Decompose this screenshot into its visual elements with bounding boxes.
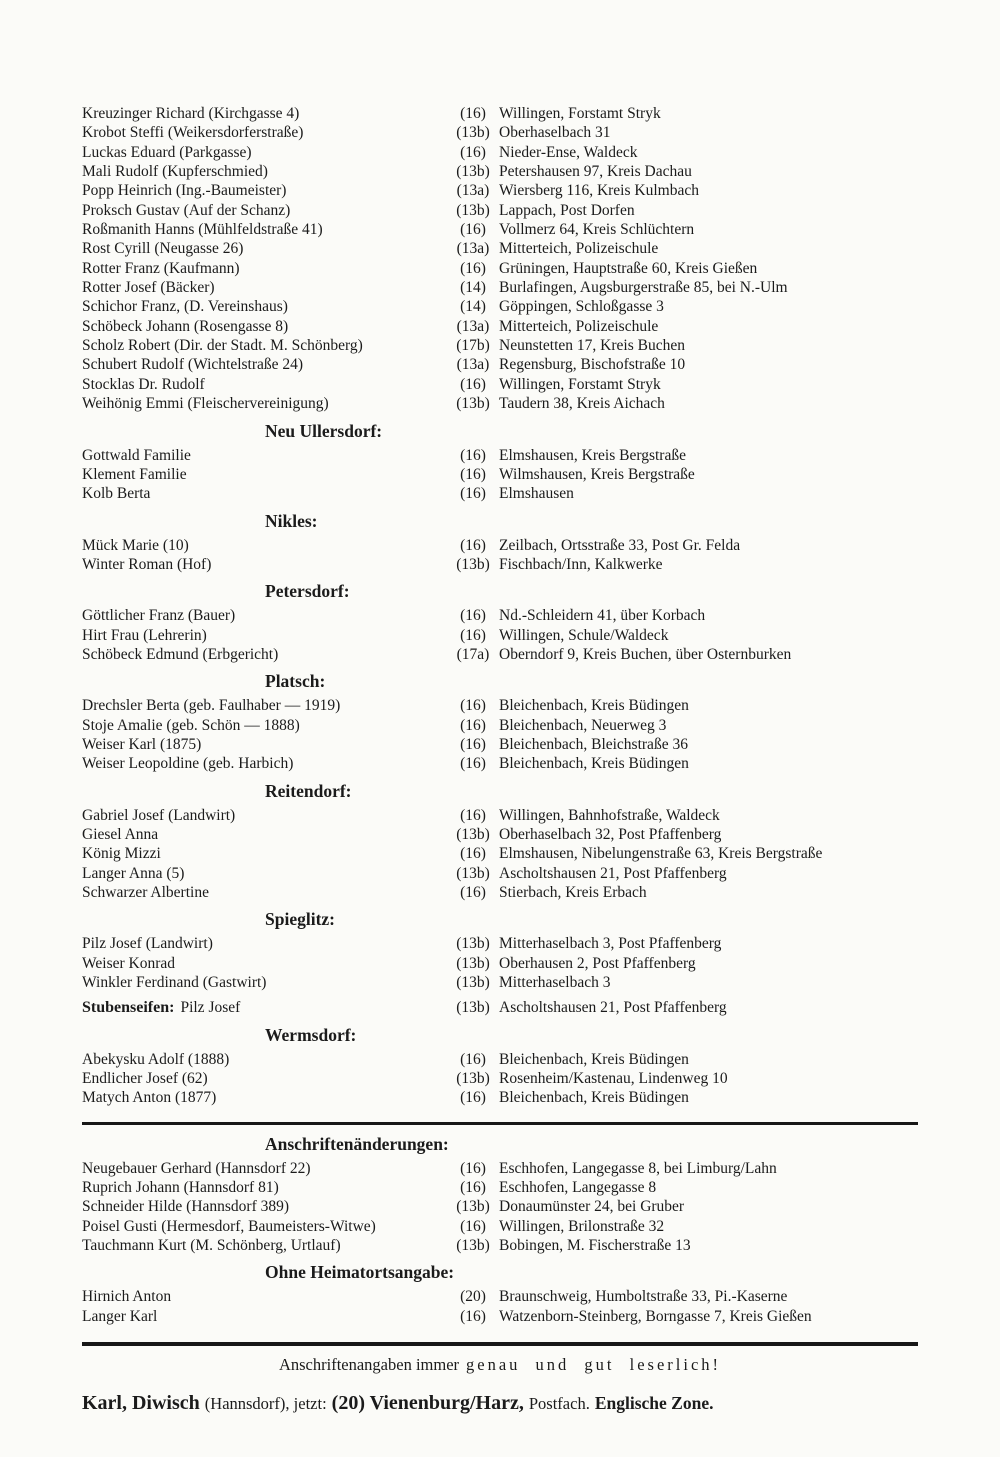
entry-zone-code: (16): [460, 1217, 486, 1235]
entry-address: Willingen, Brilonstraße 32: [499, 1217, 665, 1235]
entry-address: Burlafingen, Augsburgerstraße 85, bei N.-Ulm: [499, 279, 788, 297]
directory-entry-row: [82, 696, 918, 715]
directory-entry-row: [82, 735, 918, 754]
directory-entry-row: [82, 864, 918, 883]
directory-entry-row: [82, 1307, 918, 1326]
entry-address: Bleichenbach, Neuerweg 3: [499, 716, 667, 734]
entry-zone-code: (13b): [456, 1198, 490, 1216]
entry-address: Watzenborn-Steinberg, Borngasse 7, Kreis Gießen: [499, 1307, 812, 1325]
bottom-divider: [82, 1342, 918, 1346]
entry-name: Langer Anna (5): [82, 864, 185, 882]
entry-address: Donaumünster 24, bei Gruber: [499, 1198, 685, 1216]
section-divider: [82, 1122, 918, 1125]
directory-entry-row: [82, 1050, 918, 1069]
entry-address: Petershausen 97, Kreis Dachau: [499, 163, 692, 181]
footer-main-part: Postfach.: [528, 1394, 590, 1414]
directory-entry-row: [82, 465, 918, 484]
entry-address: Ascholtshausen 21, Post Pfaffenberg: [499, 999, 727, 1017]
entry-name: König Mizzi: [82, 845, 161, 863]
entry-zone-code: (13a): [456, 356, 490, 374]
entry-zone-code: (13b): [456, 1237, 490, 1255]
entry-zone-code: (16): [460, 716, 486, 734]
footer-notice-spaced: genau und gut leserlich!: [466, 1355, 722, 1375]
directory-entry-row: [82, 1159, 918, 1178]
entry-name: Langer Karl: [82, 1307, 158, 1325]
entry-zone-code: (13a): [456, 317, 490, 335]
footer-main-line: [82, 1390, 918, 1417]
entry-address: Rosenheim/Kastenau, Lindenweg 10: [499, 1070, 728, 1088]
entry-zone-code: (16): [460, 1159, 486, 1177]
entry-address: Bleichenbach, Kreis Büdingen: [499, 1089, 689, 1107]
entry-name: Weihönig Emmi (Fleischervereinigung): [82, 395, 329, 413]
directory-entry-row: [82, 973, 918, 992]
entry-name: Hirnich Anton: [82, 1288, 172, 1306]
entry-zone-code: (17b): [456, 337, 490, 355]
directory-entry-row: [82, 825, 918, 844]
directory-entry-row: [82, 297, 918, 316]
directory-entry-row: [82, 220, 918, 239]
directory-entry-row: [82, 104, 918, 123]
entry-name: Giesel Anna: [82, 825, 159, 843]
entry-name: Stocklas Dr. Rudolf: [82, 375, 205, 393]
section-heading: Anschriftenänderungen:: [265, 1133, 449, 1154]
entry-name: Drechsler Berta (geb. Faulhaber — 1919): [82, 697, 341, 715]
entry-zone-code: (13a): [456, 182, 490, 200]
entry-name: Gabriel Josef (Landwirt): [82, 806, 236, 824]
entry-address: Ascholtshausen 21, Post Pfaffenberg: [499, 864, 727, 882]
entry-name: Weiser Leopoldine (geb. Harbich): [82, 755, 294, 773]
entry-zone-code: (16): [460, 465, 486, 483]
directory-entry-row: [82, 201, 918, 220]
entry-address: Zeilbach, Ortsstraße 33, Post Gr. Felda: [499, 536, 741, 554]
entry-address: Fischbach/Inn, Kalkwerke: [499, 555, 663, 573]
entry-name: Schöbeck Johann (Rosengasse 8): [82, 317, 289, 335]
section-heading: Petersdorf:: [265, 581, 350, 602]
entry-name: Klement Familie: [82, 465, 187, 483]
entry-zone-code: (13b): [456, 954, 490, 972]
directory-entry-row: [82, 883, 918, 902]
directory-entry-row: [82, 123, 918, 142]
entry-name: Schneider Hilde (Hannsdorf 389): [82, 1198, 290, 1216]
entry-name: Mali Rudolf (Kupferschmied): [82, 163, 268, 181]
entry-zone-code: (17a): [456, 645, 490, 663]
section-heading: Spieglitz:: [265, 909, 335, 930]
entry-address: Regensburg, Bischofstraße 10: [499, 356, 686, 374]
entry-address: Elmshausen, Kreis Bergstraße: [499, 446, 686, 464]
directory-entry-row: [82, 446, 918, 465]
footer-main-part: (Hannsdorf), jetzt:: [204, 1394, 327, 1414]
entry-name: Gottwald Familie: [82, 446, 191, 464]
entry-address: Willingen, Forstamt Stryk: [499, 105, 661, 122]
entry-name: Krobot Steffi (Weikersdorferstraße): [82, 124, 304, 142]
entry-address: Wiersberg 116, Kreis Kulmbach: [499, 182, 699, 200]
entry-name: Endlicher Josef (62): [82, 1070, 208, 1088]
entry-zone-code: (13b): [456, 825, 490, 843]
entry-name: Schichor Franz, (D. Vereinshaus): [82, 298, 288, 316]
directory-list: [82, 104, 918, 1326]
entry-zone-code: (16): [460, 626, 486, 644]
entry-zone-code: (13b): [456, 124, 490, 142]
entry-name: Schwarzer Albertine: [82, 884, 209, 901]
entry-zone-code: (16): [460, 735, 486, 753]
directory-entry-row: [82, 355, 918, 374]
directory-entry-row: [82, 555, 918, 574]
footer-notice: [82, 1354, 918, 1376]
entry-address: Mitterhaselbach 3: [499, 974, 611, 992]
entry-zone-code: (13b): [456, 935, 490, 953]
directory-entry-row: [82, 1217, 918, 1236]
entry-address: Mitterhaselbach 3, Post Pfaffenberg: [499, 935, 722, 953]
entry-name: Matych Anton (1877): [82, 1089, 217, 1107]
entry-zone-code: (16): [460, 1089, 486, 1107]
entry-name: Kreuzinger Richard (Kirchgasse 4): [82, 105, 300, 122]
entry-name: Göttlicher Franz (Bauer): [82, 607, 236, 625]
entry-address: Braunschweig, Humboltstraße 33, Pi.-Kaserne: [499, 1288, 788, 1306]
directory-entry-row: [82, 954, 918, 973]
directory-entry-row: [82, 1088, 918, 1107]
entry-name: Proksch Gustav (Auf der Schanz): [82, 201, 291, 219]
entry-zone-code: (16): [460, 143, 486, 161]
entry-address: Bleichenbach, Kreis Büdingen: [499, 755, 689, 773]
entry-zone-code: (13b): [456, 555, 490, 573]
entry-address: Vollmerz 64, Kreis Schlüchtern: [499, 221, 695, 239]
entry-zone-code: (13b): [456, 201, 490, 219]
entry-address: Bobingen, M. Fischerstraße 13: [499, 1237, 691, 1255]
entry-address: Taudern 38, Kreis Aichach: [499, 395, 665, 413]
entry-address: Bleichenbach, Kreis Büdingen: [499, 1050, 689, 1068]
directory-entry-row: [82, 394, 918, 413]
entry-address: Bleichenbach, Kreis Büdingen: [499, 697, 689, 715]
entry-address: Willingen, Schule/Waldeck: [499, 626, 669, 644]
section-heading: Ohne Heimatortsangabe:: [265, 1262, 455, 1283]
entry-name: Roßmanith Hanns (Mühlfeldstraße 41): [82, 221, 323, 239]
directory-entry-row: [82, 484, 918, 503]
entry-address: Oberhaselbach 32, Post Pfaffenberg: [499, 825, 722, 843]
entry-name: Ruprich Johann (Hannsdorf 81): [82, 1179, 279, 1197]
section-heading: Platsch:: [265, 671, 326, 692]
entry-name: Scholz Robert (Dir. der Stadt. M. Schönberg): [82, 337, 363, 355]
directory-entry-row: [82, 934, 918, 953]
section-heading: Reitendorf:: [265, 780, 352, 801]
entry-address: Elmshausen: [499, 485, 574, 503]
directory-entry-row: [82, 716, 918, 735]
entry-address: Lappach, Post Dorfen: [499, 201, 635, 219]
directory-entry-row: [82, 181, 918, 200]
entry-zone-code: (14): [460, 279, 486, 297]
entry-zone-code: (13b): [456, 395, 490, 413]
entry-address: Neunstetten 17, Kreis Buchen: [499, 337, 685, 355]
directory-entry-row: [82, 278, 918, 297]
entry-name: Neugebauer Gerhard (Hannsdorf 22): [82, 1159, 311, 1177]
entry-name: Popp Heinrich (Ing.-Baumeister): [82, 182, 287, 200]
directory-entry-row: [82, 606, 918, 625]
entry-name: Rotter Franz (Kaufmann): [82, 259, 240, 277]
entry-address: Mitterteich, Polizeischule: [499, 317, 659, 335]
entry-zone-code: (16): [460, 1050, 486, 1068]
directory-entry-row: [82, 239, 918, 258]
entry-name: Weiser Konrad: [82, 954, 176, 972]
directory-entry-row: [82, 336, 918, 355]
entry-address: Mitterteich, Polizeischule: [499, 240, 659, 258]
directory-entry-row: [82, 844, 918, 863]
entry-address: Nd.-Schleidern 41, über Korbach: [499, 607, 706, 625]
directory-entry-row: [82, 375, 918, 394]
entry-zone-code: (16): [460, 536, 486, 554]
entry-zone-code: (13b): [456, 1070, 490, 1088]
entry-address: Grüningen, Hauptstraße 60, Kreis Gießen: [499, 259, 758, 277]
entry-zone-code: (16): [460, 105, 486, 122]
entry-name: Kolb Berta: [82, 485, 151, 503]
directory-entry-row: [82, 626, 918, 645]
entry-name: Rost Cyrill (Neugasse 26): [82, 240, 244, 258]
entry-address: Elmshausen, Nibelungenstraße 63, Kreis Bergstraße: [499, 845, 823, 863]
entry-address: Willingen, Bahnhofstraße, Waldeck: [499, 806, 720, 824]
entry-zone-code: (16): [460, 806, 486, 824]
entry-address: Oberhausen 2, Post Pfaffenberg: [499, 954, 696, 972]
entry-address: Nieder-Ense, Waldeck: [499, 143, 638, 161]
entry-zone-code: (16): [460, 1179, 486, 1197]
section-heading: Wermsdorf:: [265, 1024, 357, 1045]
entry-zone-code: (16): [460, 446, 486, 464]
entry-zone-code: (16): [460, 221, 486, 239]
directory-entry-row: [82, 1178, 918, 1197]
directory-entry-row: [82, 1236, 918, 1255]
directory-entry-row: [82, 259, 918, 278]
entry-name: Schöbeck Edmund (Erbgericht): [82, 645, 279, 663]
entry-name: Rotter Josef (Bäcker): [82, 279, 215, 297]
entry-zone-code: (13b): [456, 974, 490, 992]
entry-name: Tauchmann Kurt (M. Schönberg, Urtlauf): [82, 1237, 341, 1255]
entry-name: Luckas Eduard (Parkgasse): [82, 143, 252, 161]
footer-main-part: Karl, Diwisch: [82, 1392, 200, 1415]
footer-main-part: Englische Zone.: [594, 1393, 714, 1414]
directory-entry-row: [82, 806, 918, 825]
directory-entry-row: [82, 645, 918, 664]
entry-zone-code: (16): [460, 607, 486, 625]
entry-address: Willingen, Forstamt Stryk: [499, 375, 661, 393]
entry-name: Schubert Rudolf (Wichtelstraße 24): [82, 356, 304, 374]
entry-zone-code: (13b): [456, 999, 490, 1017]
entry-name: Stoje Amalie (geb. Schön — 1888): [82, 716, 300, 734]
footer-main-part: (20) Vienenburg/Harz,: [331, 1392, 524, 1415]
directory-entry-row: [82, 143, 918, 162]
directory-entry-row: [82, 536, 918, 555]
entry-name: Mück Marie (10): [82, 536, 189, 554]
entry-zone-code: (16): [460, 845, 486, 863]
entry-zone-code: (16): [460, 485, 486, 503]
entry-address: Wilmshausen, Kreis Bergstraße: [499, 465, 695, 483]
entry-zone-code: (16): [460, 375, 486, 393]
section-heading: Neu Ullersdorf:: [265, 420, 383, 441]
entry-zone-code: (16): [460, 1307, 486, 1325]
entry-zone-code: (13b): [456, 864, 490, 882]
entry-zone-code: (16): [460, 697, 486, 715]
directory-entry-row: [82, 1197, 918, 1216]
entry-address: Göppingen, Schloßgasse 3: [499, 298, 664, 316]
entry-name: Pilz Josef (Landwirt): [82, 935, 213, 953]
entry-address: Oberhaselbach 31: [499, 124, 611, 142]
entry-zone-code: (13a): [456, 240, 490, 258]
directory-entry-row: [82, 998, 918, 1017]
entry-name: Poisel Gusti (Hermesdorf, Baumeisters-Witwe): [82, 1217, 376, 1235]
section-heading: Nikles:: [265, 510, 318, 531]
entry-name: Winter Roman (Hof): [82, 555, 212, 573]
entry-name: Weiser Karl (1875): [82, 735, 202, 753]
entry-address: Oberndorf 9, Kreis Buchen, über Osternburken: [499, 645, 792, 663]
entry-zone-code: (16): [460, 259, 486, 277]
entry-address: Stierbach, Kreis Erbach: [499, 884, 647, 901]
directory-entry-row: [82, 1069, 918, 1088]
entry-name: [82, 998, 448, 1017]
entry-zone-code: (16): [460, 884, 486, 901]
entry-section-prefix: Stubenseifen:: [82, 999, 175, 1017]
footer-notice-prefix: Anschriftenangaben immer: [278, 1355, 460, 1375]
entry-address: Eschhofen, Langegasse 8: [499, 1179, 657, 1197]
directory-entry-row: [82, 754, 918, 773]
directory-entry-row: [82, 162, 918, 181]
entry-zone-code: (14): [460, 298, 486, 316]
entry-zone-code: (20): [460, 1288, 486, 1306]
entry-zone-code: (13b): [456, 163, 490, 181]
entry-name: Abekysku Adolf (1888): [82, 1050, 230, 1068]
directory-entry-row: [82, 317, 918, 336]
entry-address: Eschhofen, Langegasse 8, bei Limburg/Lahn: [499, 1159, 777, 1177]
entry-name: Hirt Frau (Lehrerin): [82, 626, 207, 644]
entry-address: Bleichenbach, Bleichstraße 36: [499, 735, 688, 753]
entry-person-name: Pilz Josef: [180, 999, 241, 1017]
entry-name: Winkler Ferdinand (Gastwirt): [82, 974, 267, 992]
directory-entry-row: [82, 1287, 918, 1306]
entry-zone-code: (16): [460, 755, 486, 773]
